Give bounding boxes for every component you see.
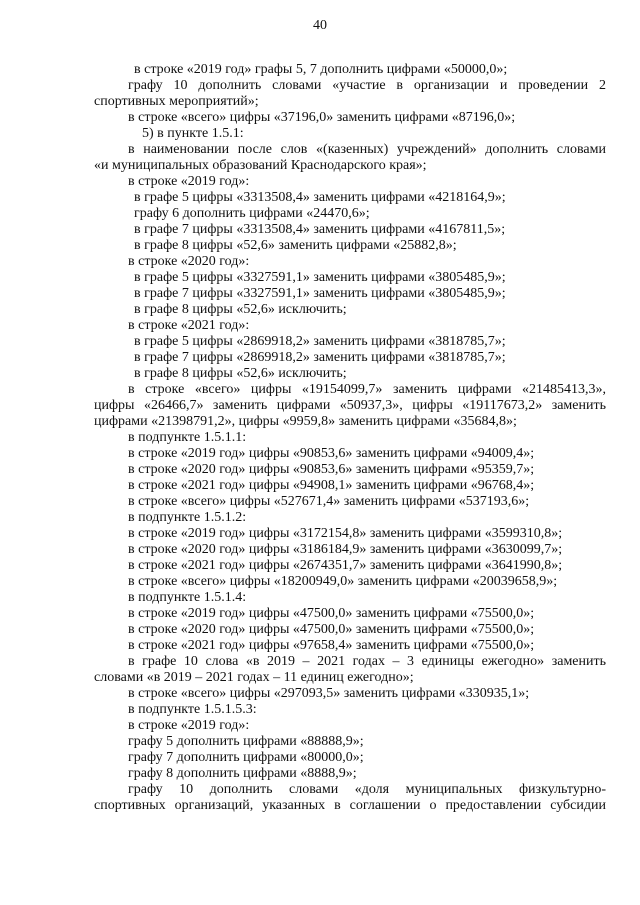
- text-line: в графе 8 цифры «52,6» заменить цифрами «25882,8»;: [134, 238, 457, 253]
- text-line: в строке «2019 год»:: [128, 718, 250, 733]
- text-line: в графе 5 цифры «3327591,1» заменить цифрами «3805485,9»;: [134, 270, 506, 285]
- text-line: графу 6 дополнить цифрами «24470,6»;: [134, 206, 370, 221]
- text-line: в подпункте 1.5.1.2:: [128, 510, 247, 525]
- text-line: в подпункте 1.5.1.5.3:: [128, 702, 257, 717]
- text-line: в графе 5 цифры «2869918,2» заменить цифрами «3818785,7»;: [134, 334, 506, 349]
- text-line: в строке «всего» цифры «19154099,7» заменить цифрами «21485413,3»,: [128, 382, 606, 397]
- text-line: цифрами «21398791,2», цифры «9959,8» заменить цифрами «35684,8»;: [94, 414, 517, 429]
- text-line: в строке «2019 год» цифры «90853,6» заменить цифрами «94009,4»;: [128, 446, 535, 461]
- text-line: в строке «2020 год» цифры «90853,6» заменить цифрами «95359,7»;: [128, 462, 535, 477]
- text-line: графу 10 дополнить словами «участие в организации и проведении 2: [128, 78, 606, 93]
- text-line: в строке «2020 год»:: [128, 254, 250, 269]
- text-line: в строке «2021 год»:: [128, 318, 250, 333]
- text-line: в графе 8 цифры «52,6» исключить;: [134, 366, 347, 381]
- text-line: в подпункте 1.5.1.4:: [128, 590, 247, 605]
- text-line: в графе 5 цифры «3313508,4» заменить цифрами «4218164,9»;: [134, 190, 506, 205]
- text-line: в строке «всего» цифры «297093,5» заменить цифрами «330935,1»;: [128, 686, 530, 701]
- text-line: цифры «26466,7» заменить цифрами «50937,3», цифры «19117673,2» заменить: [94, 398, 606, 413]
- text-line: «и муниципальных образований Краснодарского края»;: [94, 158, 427, 173]
- text-line: в строке «2021 год» цифры «2674351,7» заменить цифрами «3641990,8»;: [128, 558, 563, 573]
- text-line: спортивных мероприятий»;: [94, 94, 259, 109]
- text-line: спортивных организаций, указанных в соглашении о предоставлении субсидии: [94, 798, 606, 813]
- page-number: 40: [313, 18, 327, 33]
- text-line: в строке «всего» цифры «527671,4» заменить цифрами «537193,6»;: [128, 494, 530, 509]
- text-line: в строке «2019 год» цифры «47500,0» заменить цифрами «75500,0»;: [128, 606, 535, 621]
- text-line: в строке «2019 год»:: [128, 174, 250, 189]
- text-line: графу 8 дополнить цифрами «8888,9»;: [128, 766, 357, 781]
- text-line: графу 7 дополнить цифрами «80000,0»;: [128, 750, 364, 765]
- text-line: в графе 7 цифры «3313508,4» заменить цифрами «4167811,5»;: [134, 222, 506, 237]
- text-line: 5) в пункте 1.5.1:: [142, 126, 244, 141]
- text-line: графу 10 дополнить словами «доля муниципальных физкультурно-: [128, 782, 606, 797]
- text-line: в строке «2019 год» цифры «3172154,8» заменить цифрами «3599310,8»;: [128, 526, 563, 541]
- text-line: в строке «всего» цифры «18200949,0» заменить цифрами «20039658,9»;: [128, 574, 558, 589]
- text-line: в строке «2019 год» графы 5, 7 дополнить цифрами «50000,0»;: [134, 62, 508, 77]
- text-line: в графе 10 слова «в 2019 – 2021 годах – 3 единицы ежегодно» заменить: [128, 654, 606, 669]
- text-line: в графе 7 цифры «3327591,1» заменить цифрами «3805485,9»;: [134, 286, 506, 301]
- text-line: в строке «2021 год» цифры «94908,1» заменить цифрами «96768,4»;: [128, 478, 535, 493]
- text-line: в графе 7 цифры «2869918,2» заменить цифрами «3818785,7»;: [134, 350, 506, 365]
- text-line: в графе 8 цифры «52,6» исключить;: [134, 302, 347, 317]
- text-line: в строке «2020 год» цифры «3186184,9» заменить цифрами «3630099,7»;: [128, 542, 563, 557]
- text-line: графу 5 дополнить цифрами «88888,9»;: [128, 734, 364, 749]
- text-line: словами «в 2019 – 2021 годах – 11 единиц ежегодно»;: [94, 670, 414, 685]
- document-body: [94, 62, 606, 814]
- text-line: в строке «всего» цифры «37196,0» заменить цифрами «87196,0»;: [128, 110, 516, 125]
- text-line: в строке «2021 год» цифры «97658,4» заменить цифрами «75500,0»;: [128, 638, 535, 653]
- text-line: в подпункте 1.5.1.1:: [128, 430, 247, 445]
- text-line: в строке «2020 год» цифры «47500,0» заменить цифрами «75500,0»;: [128, 622, 535, 637]
- text-line: в наименовании после слов «(казенных) учреждений» дополнить словами: [128, 142, 606, 157]
